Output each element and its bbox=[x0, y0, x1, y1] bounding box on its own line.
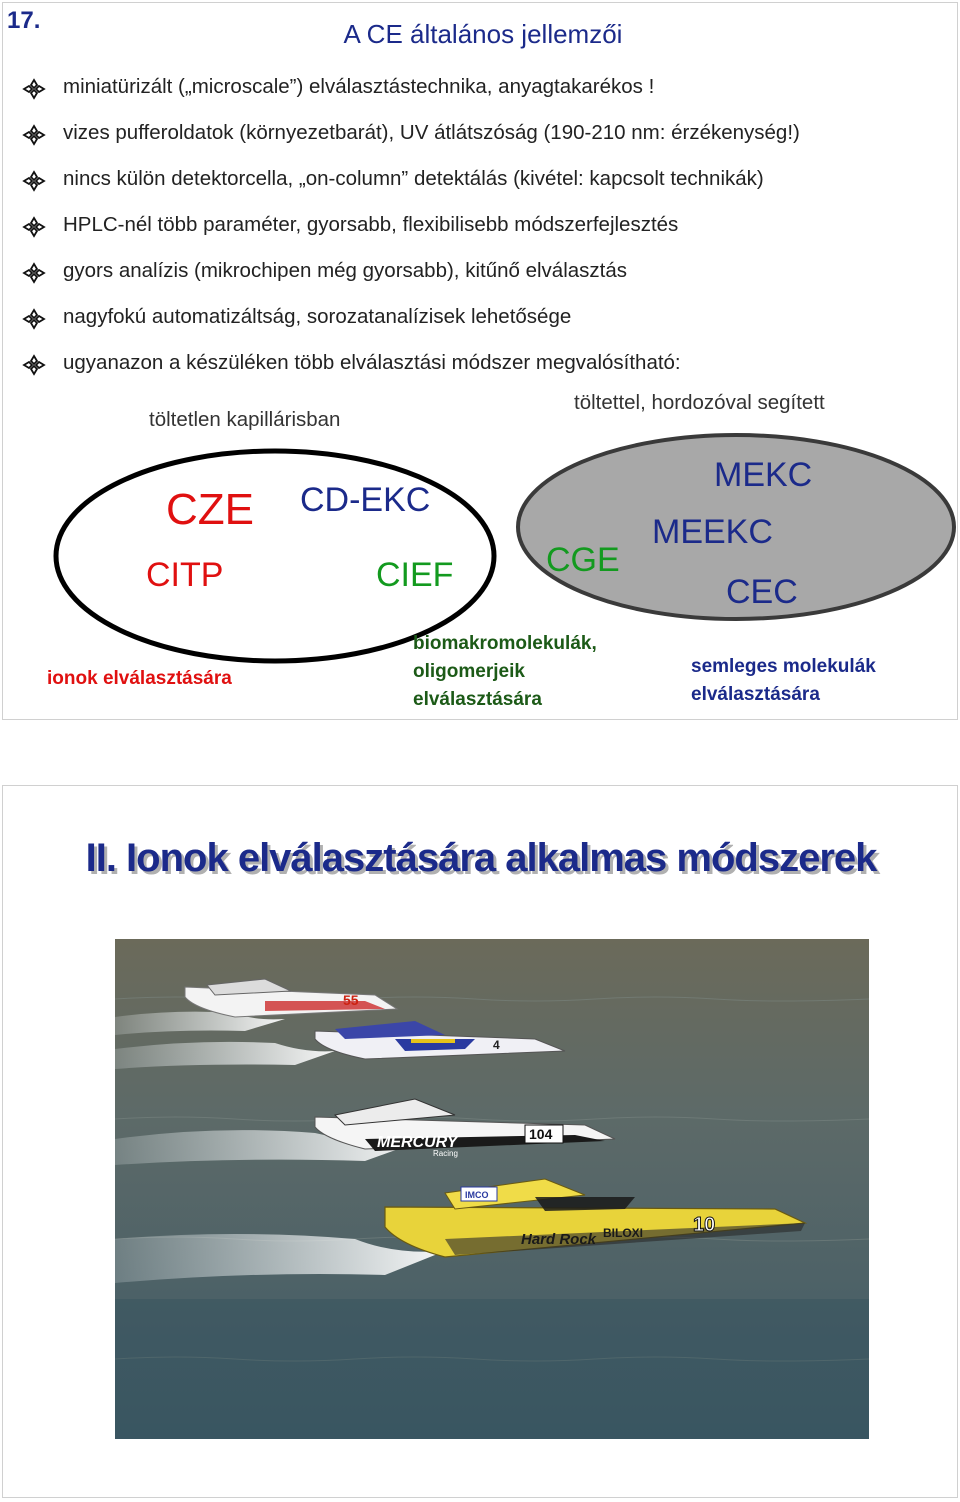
list-item-text: miniatürizált („microscale”) elválasztástechnika, anyagtakarékos ! bbox=[63, 75, 655, 98]
list-item-text: nincs külön detektorcella, „on-column” detektálás (kivétel: kapcsolt technikák) bbox=[63, 167, 764, 190]
slide-ce-characteristics bbox=[2, 2, 958, 720]
list-item-text: HPLC-nél több paraméter, gyorsabb, flexibilisebb módszerfejlesztés bbox=[63, 213, 679, 236]
svg-text:Hard Rock: Hard Rock bbox=[521, 1231, 597, 1248]
svg-text:IMCO: IMCO bbox=[465, 1190, 489, 1200]
svg-text:Racing: Racing bbox=[433, 1149, 458, 1158]
powerboat-race-photo bbox=[115, 939, 869, 1439]
method-citp: CITP bbox=[146, 556, 224, 594]
method-cge: CGE bbox=[546, 541, 620, 579]
caption-neutral-molecules: semleges molekulák elválasztására bbox=[691, 656, 876, 705]
svg-text:MERCURY: MERCURY bbox=[377, 1134, 458, 1151]
list-item-text: ugyanazon a készüléken több elválasztási módszer megvalósítható: bbox=[63, 351, 681, 374]
method-meekc: MEEKC bbox=[652, 513, 773, 551]
list-item-text: gyors analízis (mikrochipen még gyorsabb), kitűnő elválasztás bbox=[63, 259, 628, 282]
svg-text:10: 10 bbox=[693, 1214, 716, 1236]
method-cief: CIEF bbox=[376, 556, 454, 594]
slide-title: II. Ionok elválasztására alkalmas módszerek bbox=[85, 836, 877, 880]
packed-capillary-label: töltettel, hordozóval segített bbox=[574, 391, 825, 414]
svg-text:104: 104 bbox=[529, 1126, 553, 1142]
svg-text:55: 55 bbox=[343, 992, 359, 1008]
method-cze: CZE bbox=[166, 485, 254, 534]
svg-text:BILOXI: BILOXI bbox=[603, 1226, 644, 1240]
method-cd-ekc: CD-EKC bbox=[300, 481, 431, 519]
caption-ions: ionok elválasztására bbox=[47, 668, 232, 689]
method-diagram bbox=[3, 3, 959, 721]
unpacked-capillary-label: töltetlen kapillárisban bbox=[149, 408, 341, 431]
list-item-text: vizes pufferoldatok (környezetbarát), UV átlátszóság (190-210 nm: érzékenység!) bbox=[63, 121, 800, 144]
page-number: 17. bbox=[7, 7, 41, 34]
svg-text:4: 4 bbox=[493, 1038, 500, 1052]
method-cec: CEC bbox=[726, 573, 798, 611]
list-item-text: nagyfokú automatizáltság, sorozatanalízisek lehetősége bbox=[63, 305, 572, 328]
caption-biomacromolecules: biomakromolekulák, oligomerjeik elválasztására bbox=[413, 633, 597, 710]
slide-title: A CE általános jellemzői bbox=[343, 19, 623, 49]
method-mekc: MEKC bbox=[714, 456, 813, 494]
slide-ion-methods bbox=[2, 785, 958, 1498]
